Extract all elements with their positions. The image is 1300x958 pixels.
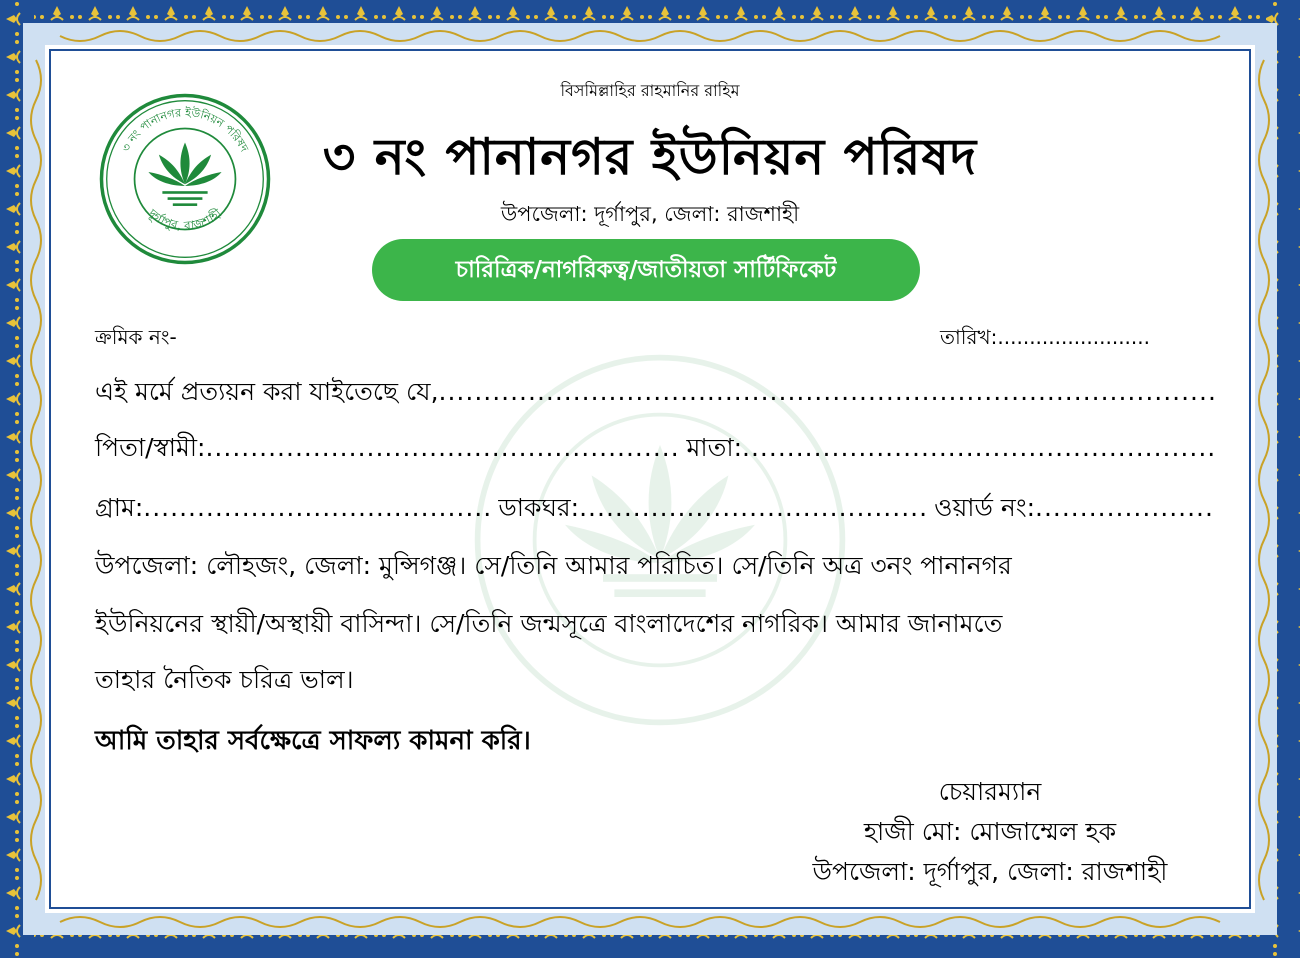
page-subtitle: উপজেলা: দূর্গাপুর, জেলা: রাজশাহী	[500, 202, 800, 226]
address-line	[95, 488, 1215, 531]
certify-label: এই মর্মে প্রত্যয়ন করা যাইতেছে যে,	[95, 377, 439, 406]
ward-blank	[1035, 493, 1215, 522]
village-label: গ্রাম:	[95, 493, 144, 522]
parents-line	[95, 428, 1215, 471]
certify-line	[95, 372, 1215, 415]
bismillah-text: বিসমিল্লাহির রাহমানির রাহিম	[560, 81, 740, 100]
name-blank	[439, 377, 1215, 406]
post-office-label: ডাকঘর:	[498, 493, 580, 522]
mother-blank	[742, 433, 1215, 462]
body-line-1: উপজেলা: লৌহজং, জেলা: মুন্সিগঞ্জ। সে/তিনি আমার পরিচিত। সে/তিনি অত্র ৩নং পানানগর	[95, 551, 1012, 580]
father-label: পিতা/স্বামী:	[95, 433, 206, 462]
body-line-3: তাহার নৈতিক চরিত্র ভাল।	[95, 665, 354, 694]
seal-text-top: ৩ নং পানানগর ইউনিয়ন পরিষদ	[119, 106, 251, 155]
ward-label: ওয়ার্ড নং:	[934, 493, 1036, 522]
signatory-name: হাজী মো: মোজাম্মেল হক	[863, 817, 1117, 846]
page-title: ৩ নং পানানগর ইউনিয়ন পরিষদ	[322, 128, 978, 186]
seal-text-bottom: দূর্গাপুর, রাজশাহী	[145, 206, 225, 234]
signatory-designation: চেয়ারম্যান	[938, 777, 1042, 806]
signatory-address: উপজেলা: দূর্গাপুর, জেলা: রাজশাহী	[812, 857, 1168, 886]
serial-number-label: ক্রমিক নং-	[95, 325, 177, 349]
post-office-blank	[579, 493, 926, 522]
father-blank	[205, 433, 678, 462]
wish-statement: আমি তাহার সর্বক্ষেত্রে সাফল্য কামনা করি।	[95, 726, 531, 756]
mother-label: মাতা:	[686, 433, 743, 462]
date-label: তারিখ:........................	[940, 325, 1150, 349]
certificate-type-badge: চারিত্রিক/নাগরিকত্ব/জাতীয়তা সার্টিফিকেট	[372, 239, 920, 301]
body-line-2: ইউনিয়নের স্থায়ী/অস্থায়ী বাসিন্দা। সে/তিনি জন্মসূত্রে বাংলাদেশের নাগরিক। আমার জানামতে	[95, 609, 1003, 638]
village-blank	[143, 493, 490, 522]
